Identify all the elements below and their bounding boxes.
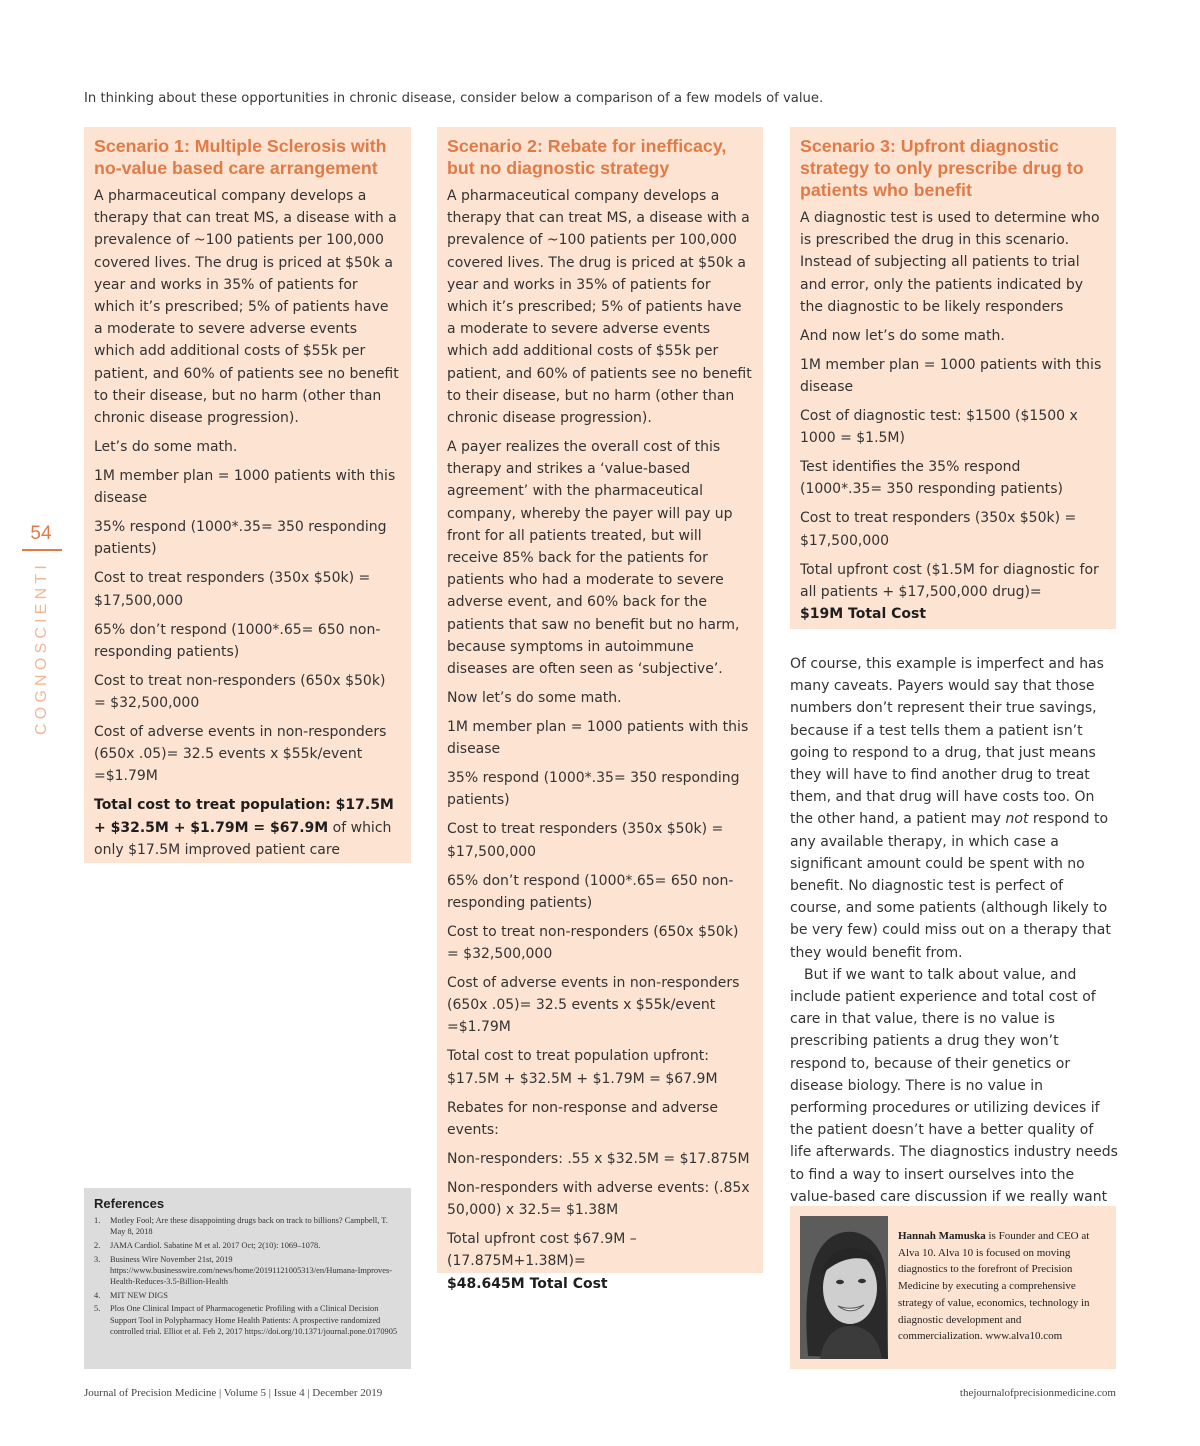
scenario-1-p2: Let’s do some math.	[94, 439, 238, 456]
reference-text: MIT NEW DIGS	[110, 1290, 168, 1300]
scenario-1-total-rest: of which only $17.5M improved patient care	[94, 819, 392, 858]
scenario-3-p4: Cost of diagnostic test: $1500 ($1500 x 1000 = $1.5M)	[800, 408, 1078, 447]
scenario-3-p7: Total upfront cost ($1.5M for diagnostic for all patients + $17,500,000 drug)=	[800, 561, 1099, 600]
scenario-2-p9: Cost of adverse events in non-responders (650x .05)= 32.5 events x $55k/event =$1.79M	[447, 975, 740, 1036]
page-number: 54	[30, 523, 52, 544]
essay-column	[790, 653, 1118, 1230]
scenario-1-total	[94, 794, 401, 861]
reference-item	[94, 1240, 401, 1251]
scenario-2-title: Scenario 2: Rebate for inefficacy, but no diagnostic strategy	[447, 136, 727, 178]
scenario-2-p7: 65% don’t respond (1000*.65= 650 non-responding patients)	[447, 872, 734, 911]
scenario-2-p13: Non-responders with adverse events: (.85x 50,000) x 32.5= $1.38M	[447, 1179, 750, 1219]
scenario-3-total	[800, 559, 1106, 626]
scenario-1-p3: 1M member plan = 1000 patients with this disease	[94, 468, 396, 507]
scenario-2-total	[447, 1228, 753, 1295]
side-brand: COGNOSCIENTI	[33, 561, 50, 735]
reference-text: Plos One Clinical Impact of Pharmacogenetic Profiling with a Clinical Decision Support Tool in Polypharmacy Home Health Patients: A prospective randomized controlled trial. Elliot et al. Feb 2, 2017 https://doi.org/10.1371/journal.pone.0170905	[110, 1304, 398, 1336]
scenario-2-p8: Cost to treat non-responders (650x $50k) = $32,500,000	[447, 923, 739, 963]
author-portrait-image	[800, 1216, 888, 1359]
scenario-1-p8: Cost of adverse events in non-responders (650x .05)= 32.5 events x $55k/event =$1.79M	[94, 724, 387, 785]
reference-item	[94, 1290, 401, 1301]
scenario-2-p6: Cost to treat responders (350x $50k) = $17,500,000	[447, 821, 724, 860]
scenario-1-p1: A pharmaceutical company develops a therapy that can treat MS, a disease with a prevalence of ~100 patients per 100,000 covered lives. The drug is priced at $50k a year and works in 35% of patients for which it’s prescribed; 5% of patients have a moderate to severe adverse events which add additional costs of $55k per patient, and 60% of patients see no benefit to their disease, but no harm (other than chronic disease progression).	[94, 188, 399, 427]
essay-p1-emphasis: not	[1005, 811, 1029, 828]
scenario-1-p4: 35% respond (1000*.35= 350 responding patients)	[94, 519, 387, 558]
reference-text: Business Wire November 21st, 2019 https://www.businesswire.com/news/home/20191121005313/en/Humana-Improves-Health-Reduces-3.5-Billion-Health	[110, 1254, 392, 1287]
scenario-3-p3: 1M member plan = 1000 patients with this disease	[800, 356, 1102, 396]
scenario-2-p12: Non-responders: .55 x $32.5M = $17.875M	[447, 1150, 750, 1167]
author-photo	[800, 1216, 888, 1359]
scenario-2-p11: Rebates for non-response and adverse events:	[447, 1099, 718, 1138]
scenario-1-p6: 65% don’t respond (1000*.65= 650 non-responding patients)	[94, 621, 381, 660]
reference-item	[94, 1254, 401, 1288]
scenario-3-title: Scenario 3: Upfront diagnostic strategy to only prescribe drug to patients who benefit	[800, 136, 1084, 200]
page-number-rule	[22, 549, 62, 551]
reference-number: 2.	[94, 1240, 101, 1250]
scenario-3-p2: And now let’s do some math.	[800, 327, 1005, 344]
scenario-3-box	[790, 127, 1116, 629]
author-bio-box	[790, 1206, 1116, 1369]
scenario-2-p5: 35% respond (1000*.35= 350 responding patients)	[447, 770, 740, 809]
reference-number: 1.	[94, 1216, 101, 1225]
scenario-3-total-bold: $19M Total Cost	[800, 606, 927, 623]
reference-item	[94, 1303, 401, 1337]
author-description: is Founder and CEO at Alva 10. Alva 10 is focused on moving diagnostics to the forefront of Precision Medicine by executing a comprehensive strategy of value, economics, technology in diagnostic development and commercialization. www.alva10.com	[898, 1230, 1090, 1343]
essay-p1-start: Of course, this example is imperfect and has many caveats. Payers would say that those numbers don’t represent their true savings, because if a test tells them a patient isn’t going to respond to a drug, that just means they will have to find another drug to treat them, and that drug will have costs too. On the other hand, a patient may	[790, 656, 1104, 828]
reference-text: Motley Fool; Are these disappointing drugs back on track to billions? Campbell, T. May 8, 2018	[110, 1216, 388, 1237]
references-title: References	[94, 1196, 165, 1211]
scenario-2-p14: Total upfront cost $67.9M – (17.875M+1.38M)=	[447, 1231, 637, 1270]
footer-website: thejournalofprecisionmedicine.com	[959, 1387, 1116, 1399]
reference-text: JAMA Cardiol. Sabatine M et al. 2017 Oct; 2(10): 1069–1078.	[110, 1240, 321, 1250]
essay-paragraph-2	[790, 964, 1118, 1230]
author-bio-text	[898, 1228, 1108, 1345]
intro-text: In thinking about these opportunities in chronic disease, consider below a comparison of a few models of value.	[84, 91, 824, 106]
scenario-3-p1: A diagnostic test is used to determine who is prescribed the drug in this scenario. Instead of subjecting all patients to trial and error, only the patients indicated by the diagnostic to be likely responders	[800, 210, 1100, 315]
reference-number: 4.	[94, 1290, 101, 1300]
scenario-2-p3: Now let’s do some math.	[447, 690, 622, 707]
author-name: Hannah Mamuska	[898, 1230, 986, 1242]
scenario-2-p4: 1M member plan = 1000 patients with this disease	[447, 719, 749, 758]
scenario-1-title: Scenario 1: Multiple Sclerosis with no-value based care arrangement	[94, 136, 387, 178]
scenario-2-p10: Total cost to treat population upfront: $17.5M + $32.5M + $1.79M = $67.9M	[447, 1048, 718, 1087]
scenario-1-box	[84, 127, 411, 863]
scenario-1-p5: Cost to treat responders (350x $50k) = $17,500,000	[94, 570, 371, 609]
essay-p1-end: respond to any available therapy, in which case a significant amount could be spent with no benefit. No diagnostic test is perfect of course, and some patients (although likely to be very few) could miss out on a therapy that they would benefit from.	[790, 811, 1111, 961]
scenario-2-total-bold: $48.645M Total Cost	[447, 1275, 608, 1292]
scenario-2-box	[437, 127, 763, 1292]
scenario-2-p2: A payer realizes the overall cost of this therapy and strikes a ‘value-based agreement’ with the pharmaceutical company, whereby the payer will pay up front for all patients treated, but will receive 85% back for the patients for patients who had a moderate to severe adverse event, and 60% back for the patients that saw no benefit but no harm, because symptoms in autoimmune diseases are often seen as ‘subjective’.	[447, 439, 740, 678]
scenario-1-total-bold: Total cost to treat population: $17.5M + $32.5M + $1.79M = $67.9M	[94, 797, 394, 836]
reference-item	[94, 1215, 401, 1237]
essay-p2-text: But if we want to talk about value, and include patient experience and total cost of care in that value, there is no value is prescribing patients a drug they won’t respond to, because of their genetics or disease biology. There is no value in performing procedures or utilizing devices if the patient doesn’t have a better quality of life afterwards. The diagnostics industry needs to find a way to insert ourselves into the value-based care discussion if we really want	[790, 966, 1118, 1205]
references-box	[84, 1188, 411, 1369]
scenario-2-p1: A pharmaceutical company develops a therapy that can treat MS, a disease with a prevalence of ~100 patients per 100,000 covered lives. The drug is priced at $50k a year and works in 35% of patients for which it’s prescribed; 5% of patients have a moderate to severe adverse events which add additional costs of $55k per patient, and 60% of patients see no benefit to their disease, but no harm (other than chronic disease progression).	[447, 188, 752, 427]
reference-number: 5.	[94, 1304, 101, 1314]
essay-paragraph-1	[790, 653, 1118, 964]
footer-journal-info: Journal of Precision Medicine | Volume 5 | Issue 4 | December 2019	[84, 1387, 383, 1399]
reference-number: 3.	[94, 1254, 101, 1264]
scenario-3-p6: Cost to treat responders (350x $50k) = $17,500,000	[800, 510, 1077, 549]
scenario-1-p7: Cost to treat non-responders (650x $50k) = $32,500,000	[94, 672, 386, 712]
references-list	[94, 1215, 401, 1337]
scenario-3-p5: Test identifies the 35% respond (1000*.35= 350 responding patients)	[800, 459, 1063, 498]
